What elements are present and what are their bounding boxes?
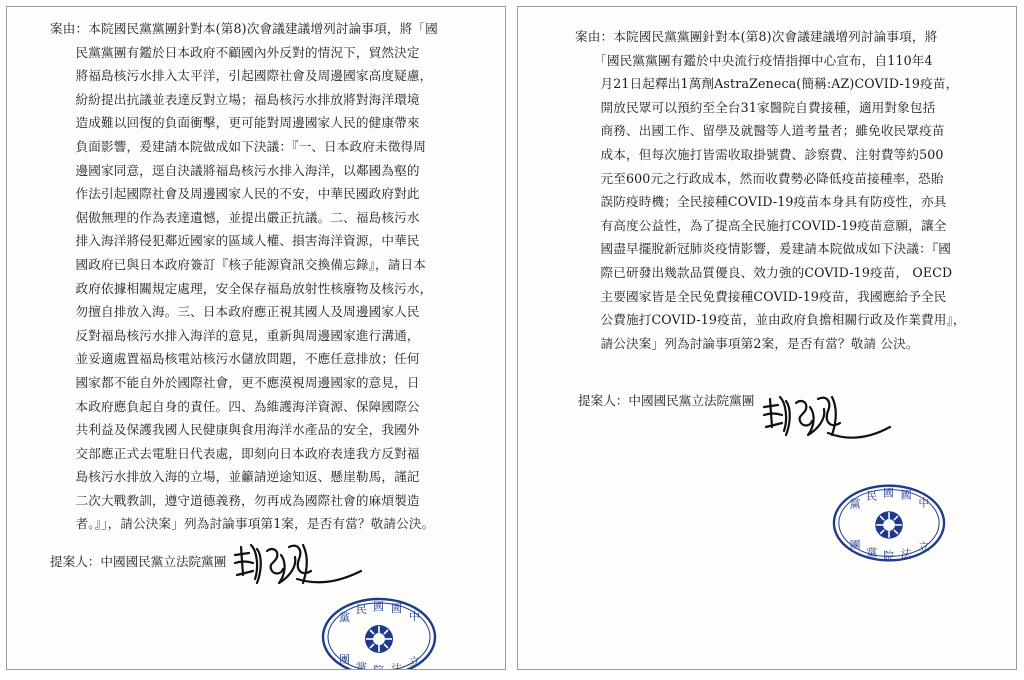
seal-char: 院 xyxy=(373,664,384,677)
motion-text xyxy=(575,25,966,355)
seal-char: 立 xyxy=(918,540,930,554)
seal-char: 立 xyxy=(409,655,420,668)
text-line: 政府依據相關規定處理，安全保存福島放射性核廢物及核污水， xyxy=(50,280,433,296)
proposer-line: 提案人：中國國民黨立法院黨團 xyxy=(578,393,755,408)
text-line: 將福島核污水排入太平洋，引起國際社會及周邊國家高度疑慮， xyxy=(50,68,433,84)
text-line: 公費施打COVID-19疫苗，並由政府負擔相關行政及作業費用』， xyxy=(575,312,966,328)
seal-char: 國 xyxy=(900,488,912,502)
text-line: 開放民眾可以預約至全台31家醫院自費接種，適用對象包括 xyxy=(575,99,936,115)
text-line: 案由：本院國民黨黨團針對本(第8)次會議建議增列討論事項，將 xyxy=(575,29,938,44)
text-line: 國家都不能自外於國際社會，更不應漠視周邊國家的意見，日 xyxy=(50,374,420,390)
signature xyxy=(756,377,896,457)
text-line: 「國民黨黨團有鑑於中央流行疫情指揮中心宣布，自110年4 xyxy=(575,52,933,68)
proposer-line: 提案人：中國國民黨立法院黨團 xyxy=(50,554,227,569)
seal-char: 黨 xyxy=(339,611,350,624)
text-line: 際已研發出幾款品質優良、效力強的COVID-19疫苗， OECD xyxy=(575,264,953,280)
text-line: 國政府已與日本政府簽訂『核子能源資訊交換備忘錄』，請日本 xyxy=(50,256,427,272)
text-line: 交部應正式去電駐日代表處，即刻向日本政府表達我方反對福 xyxy=(50,445,420,461)
text-line: 作法引起國際社會及周邊國家人民的不安，中華民國政府對此 xyxy=(50,186,420,202)
text-line: 共利益及保護我國人民健康與食用海洋水產品的安全，我國外 xyxy=(50,422,420,438)
text-line: 成本，但每次施打皆需收取掛號費、診察費、注射費等約500 xyxy=(575,146,944,162)
text-line: 倨傲無理的作為表達遺憾，並提出嚴正抗議。二、福島核污水 xyxy=(50,209,420,225)
text-line: 主要國家皆是全民免費接種COVID-19疫苗，我國應給予全民 xyxy=(575,288,947,304)
party-seal xyxy=(830,481,948,565)
text-line: 者。』」，請公決案」列為討論事項第1案，是否有當？敬請公決。 xyxy=(50,516,435,532)
seal-char: 法 xyxy=(391,662,402,675)
seal-char: 國 xyxy=(883,486,894,500)
text-line: 邊國家同意，逕自決議將福島核污水排入海洋，以鄰國為壑的 xyxy=(50,162,420,178)
text-line: 造成難以回復的負面衝擊，更可能對周邊國家人民的健康帶來 xyxy=(50,115,420,131)
seal-char: 黨 xyxy=(356,661,367,674)
text-line: 請公決案」列為討論事項第2案，是否有當？敬請 公決。 xyxy=(575,335,919,351)
document-page-1 xyxy=(6,6,506,677)
seal-char: 國 xyxy=(373,600,384,613)
text-line: 負面影響，爰建請本院做成如下決議：『一、日本政府未徵得周 xyxy=(50,138,427,154)
text-line: 商務、出國工作、留學及就醫等人道考量者；雖免收民眾疫苗 xyxy=(575,123,945,139)
text-line: 排入海洋將侵犯鄰近國家的區域人權、損害海洋資源，中華民 xyxy=(50,233,420,249)
text-line: 誤防疫時機；全民接種COVID-19疫苗本身具有防疫性，亦具 xyxy=(575,194,947,210)
text-line: 並妥適處置福島核電站核污水儲放問題，不應任意排放；任何 xyxy=(50,351,420,367)
document-page-2 xyxy=(517,6,1017,670)
seal-char: 團 xyxy=(339,653,350,666)
text-line: 民黨黨團有鑑於日本政府不顧國內外反對的情況下，貿然決定 xyxy=(50,44,420,60)
seal-char: 院 xyxy=(883,549,894,563)
text-line: 案由：本院國民黨黨團針對本(第8)次會議建議增列討論事項，將「國 xyxy=(50,21,438,36)
seal-char: 國 xyxy=(391,602,402,615)
seal-char: 中 xyxy=(918,496,930,510)
seal-char: 民 xyxy=(866,489,878,503)
seal-char: 中 xyxy=(409,610,420,623)
text-line: 有高度公益性，為了提高全民施打COVID-19疫苗意願，讓全 xyxy=(575,217,947,233)
seal-char: 團 xyxy=(849,538,861,552)
text-line: 島核污水排放入海的立場，並籲請逆途知返、懸崖勒馬，謹記 xyxy=(50,469,420,485)
text-line: 二次大戰教訓，遵守道德義務，勿再成為國際社會的麻煩製造 xyxy=(50,492,420,508)
text-line: 紛紛提出抗議並表達反對立場；福島核污水排放將對海洋環境 xyxy=(50,91,420,107)
seal-char: 黨 xyxy=(866,546,878,560)
text-line: 月21日起釋出1萬劑AstraZeneca(簡稱:AZ)COVID-19疫苗， xyxy=(575,76,959,92)
seal-char: 民 xyxy=(356,603,367,616)
text-line: 元至600元之行政成本，然而收費勢必降低疫苗接種率，恐貽 xyxy=(575,170,944,186)
text-line: 勿擅自排放入海。三、日本政府應正視其國人及周邊國家人民 xyxy=(50,304,420,320)
motion-text xyxy=(50,17,438,536)
party-seal xyxy=(319,595,439,677)
seal-char: 法 xyxy=(900,547,912,561)
signature xyxy=(227,527,367,597)
text-line: 本政府應負起自身的責任。四、為維護海洋資源、保障國際公 xyxy=(50,398,420,414)
seal-char: 黨 xyxy=(849,497,861,511)
text-line: 國盡早擺脫新冠肺炎疫情影響，爰建請本院做成如下決議：『國 xyxy=(575,241,952,257)
text-line: 反對福島核污水排入海洋的意見，重新與周邊國家進行溝通， xyxy=(50,327,420,343)
